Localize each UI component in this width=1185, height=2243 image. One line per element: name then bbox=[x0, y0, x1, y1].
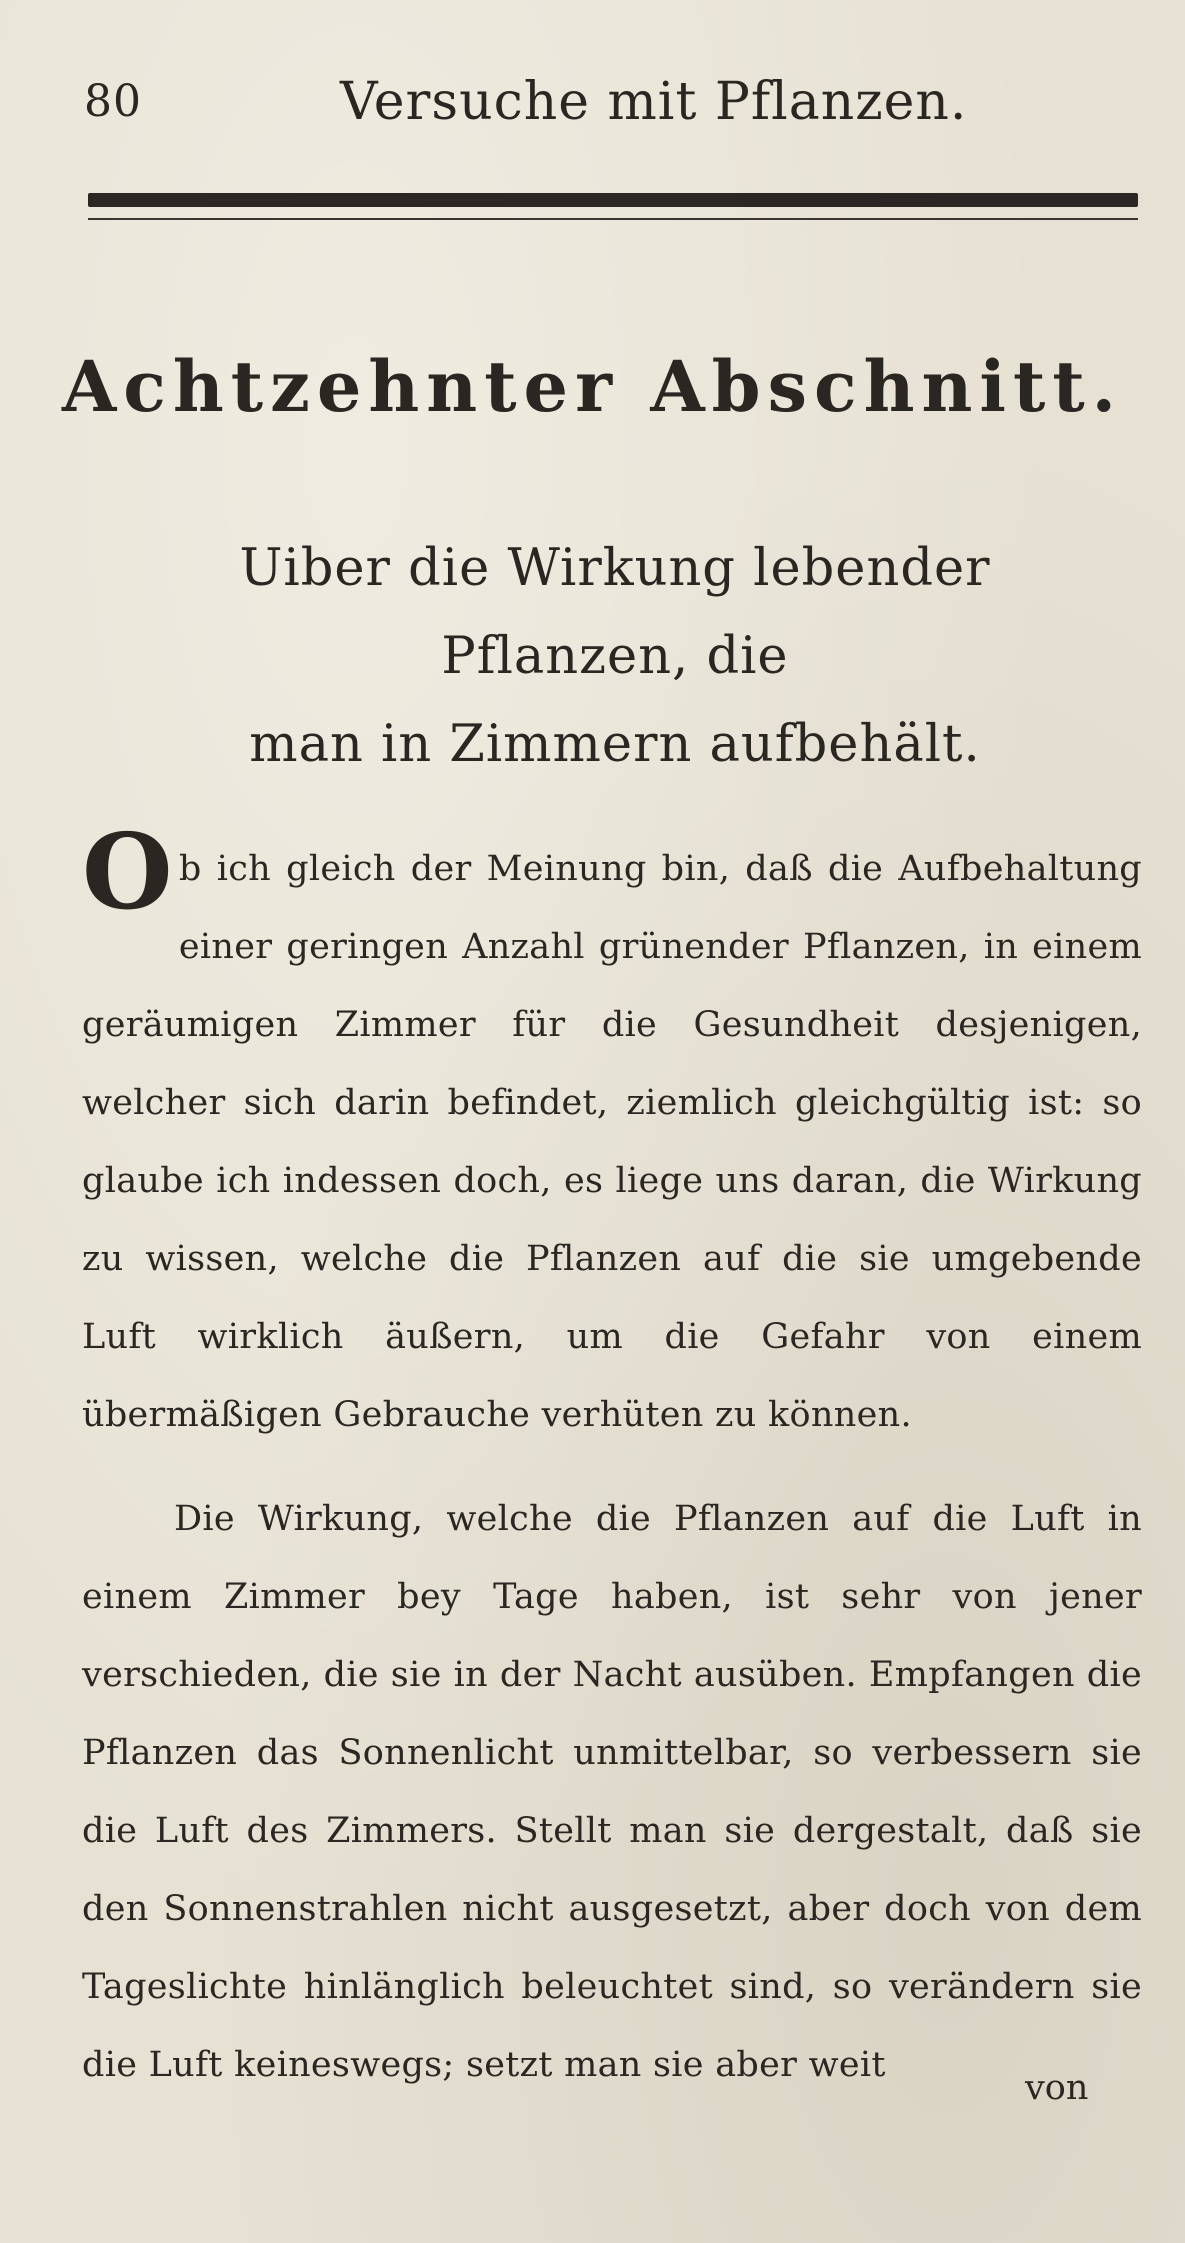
subtitle-line-2: man in Zimmern aufbehält. bbox=[249, 715, 981, 774]
paragraph-1 bbox=[82, 810, 1142, 1454]
page-header bbox=[80, 62, 1140, 132]
paragraph-1-text: b ich gleich der Meinung bin, daß die Aufbehaltung einer geringen Anzahl grünender Pflanzen, in einem geräumigen Zimmer für die Gesundheit desjenigen, welcher sich darin befindet, ziemlich gleichgültig ist: so glaube ich indessen doch, es liege uns daran, die Wirkung zu wissen, welche die Pflanzen auf die sie umgebende Luft wirklich äußern, um die Gefahr von einem übermäßigen Gebrauche verhüten zu können. bbox=[82, 849, 1142, 1435]
header-rule-thick bbox=[88, 193, 1138, 207]
running-head: Versuche mit Pflanzen. bbox=[340, 72, 968, 132]
paragraph-2-text: Die Wirkung, welche die Pflanzen auf die Luft in einem Zimmer bey Tage haben, ist sehr von jener verschieden, die sie in der Nacht ausüben. Empfangen die Pflanzen das Sonnenlicht unmittelbar, so verbessern sie die Luft des Zimmers. Stellt man sie dergestalt, daß sie den Sonnenstrahlen nicht ausgesetzt, aber doch von dem Tageslichte hinlänglich beleuchtet sind, so verändern sie die Luft keineswegs; setzt man sie aber weit bbox=[82, 1499, 1142, 2085]
subtitle-line-1: Uiber die Wirkung lebender Pflanzen, die bbox=[239, 539, 991, 686]
drop-cap-initial: O bbox=[82, 810, 173, 933]
catchword: von bbox=[1025, 2068, 1089, 2108]
chapter-subtitle bbox=[110, 525, 1120, 789]
chapter-title: Achtzehnter Abschnitt. bbox=[61, 345, 1124, 428]
paragraph-2 bbox=[82, 1480, 1142, 2104]
page-number: 80 bbox=[84, 76, 142, 127]
header-rule-thin bbox=[88, 218, 1138, 220]
